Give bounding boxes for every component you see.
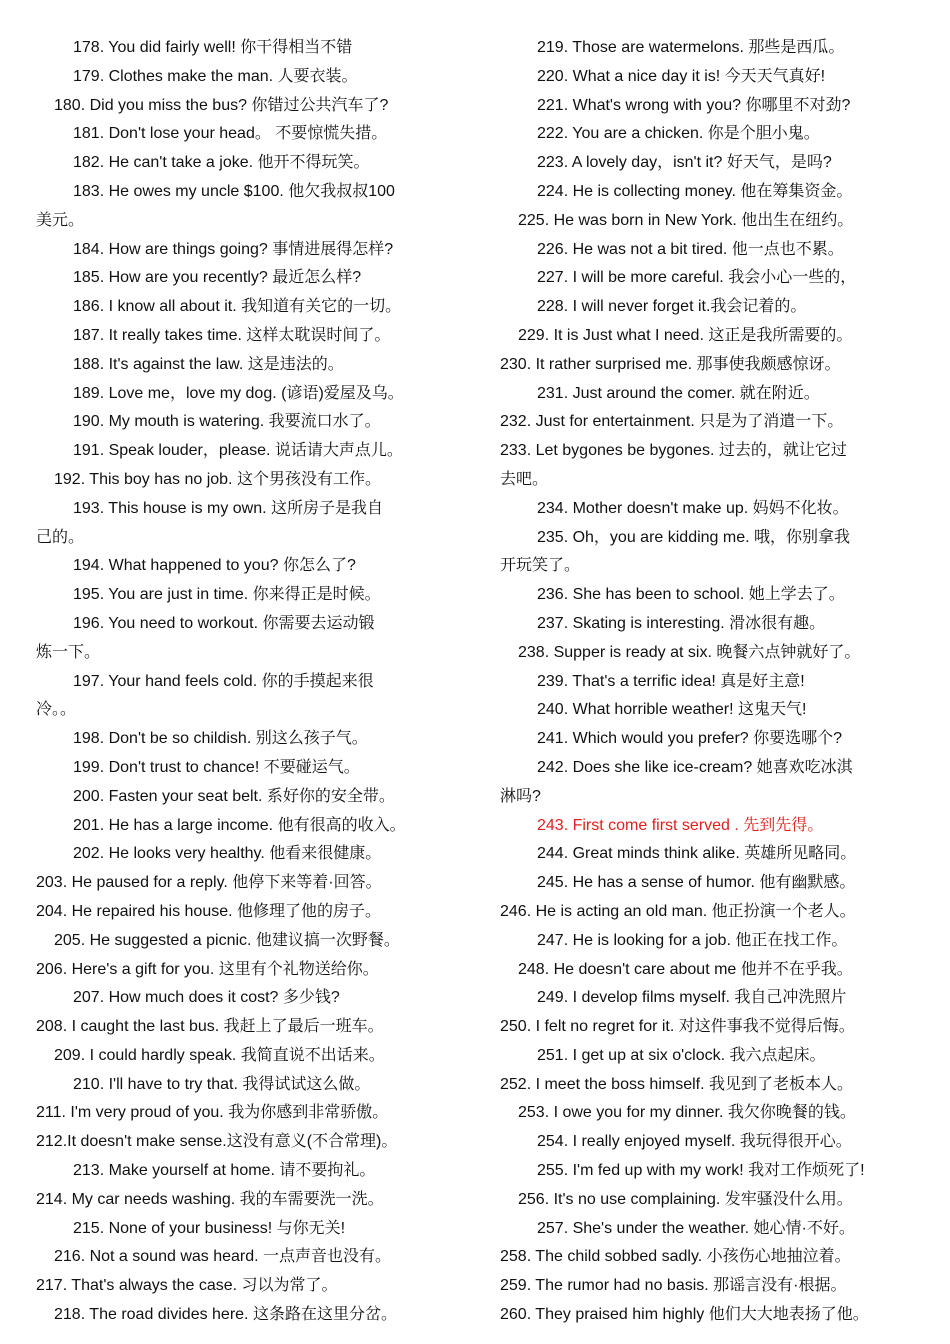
phrase-line: 203. He paused for a reply. 他停下来等着·回答。 — [36, 874, 382, 892]
phrase-line: 231. Just around the comer. 就在附近。 — [537, 384, 820, 402]
right-column — [500, 34, 910, 1330]
phrase-line: 253. I owe you for my dinner. 我欠你晚餐的钱。 — [518, 1104, 856, 1122]
phrase-line: 198. Don't be so childish. 别这么孩子气。 — [73, 730, 368, 748]
phrase-line: 188. It's against the law. 这是违法的。 — [73, 355, 344, 373]
phrase-line: 180. Did you miss the bus? 你错过公共汽车了? — [54, 96, 389, 114]
phrase-line: 196. You need to workout. 你需要去运动锻 — [73, 614, 375, 632]
phrase-line: 244. Great minds think alike. 英雄所见略同。 — [537, 845, 857, 863]
phrase-line: 190. My mouth is watering. 我要流口水了。 — [73, 413, 381, 431]
phrase-line: 去吧。 — [500, 470, 549, 488]
phrase-line: 226. He was not a bit tired. 他一点也不累。 — [537, 240, 844, 258]
phrase-line: 234. Mother doesn't make up. 妈妈不化妆。 — [537, 499, 849, 517]
phrase-line: 186. I know all about it. 我知道有关它的一切。 — [73, 298, 402, 316]
phrase-line: 206. Here's a gift for you. 这里有个礼物送给你。 — [36, 960, 379, 978]
phrase-line: 258. The child sobbed sadly. 小孩伤心地抽泣着。 — [500, 1248, 851, 1266]
phrase-line: 249. I develop films myself. 我自己冲洗照片 — [537, 989, 847, 1007]
phrase-line: 189. Love me，love my dog. (谚语)爱屋及乌。 — [73, 384, 404, 402]
phrase-line: 淋吗? — [500, 787, 541, 805]
phrase-line: 194. What happened to you? 你怎么了? — [73, 557, 356, 575]
phrase-line: 181. Don't lose your head。 不要惊慌失措。 — [73, 125, 388, 143]
phrase-line: 227. I will be more careful. 我会小心一些的， — [537, 269, 857, 287]
phrase-line: 209. I could hardly speak. 我简直说不出话来。 — [54, 1046, 385, 1064]
phrase-line: 197. Your hand feels cold. 你的手摸起来很 — [73, 672, 374, 690]
phrase-line: 240. What horrible weather! 这鬼天气! — [537, 701, 807, 719]
phrase-line: 256. It's no use complaining. 发牢骚没什么用。 — [518, 1190, 853, 1208]
phrase-line: 242. Does she like ice-cream? 她喜欢吃冰淇 — [537, 758, 853, 776]
phrase-line: 228. I will never forget it.我会记着的。 — [537, 298, 807, 316]
phrase-line: 246. He is acting an old man. 他正扮演一个老人。 — [500, 902, 856, 920]
phrase-line: 200. Fasten your seat belt. 系好你的安全带。 — [73, 787, 395, 805]
phrase-line: 美元。 — [36, 211, 85, 229]
phrase-line: 182. He can't take a joke. 他开不得玩笑。 — [73, 154, 370, 172]
phrase-line: 245. He has a sense of humor. 他有幽默感。 — [537, 874, 856, 892]
phrase-line: 250. I felt no regret for it. 对这件事我不觉得后悔。 — [500, 1018, 855, 1036]
phrase-line: 260. They praised him highly 他们大大地表扬了他。 — [500, 1306, 869, 1324]
phrase-line: 257. She's under the weather. 她心情·不好。 — [537, 1219, 855, 1237]
phrase-line: 238. Supper is ready at six. 晚餐六点钟就好了。 — [518, 643, 861, 661]
phrase-line: 232. Just for entertainment. 只是为了消遣一下。 — [500, 413, 844, 431]
phrase-line: 215. None of your business! 与你无关! — [73, 1219, 346, 1237]
phrase-line: 179. Clothes make the man. 人要衣装。 — [73, 67, 358, 85]
phrase-line: 191. Speak louder，please. 说话请大声点儿。 — [73, 442, 403, 460]
phrase-line: 205. He suggested a picnic. 他建议搞一次野餐。 — [54, 931, 400, 949]
phrase-line: 230. It rather surprised me. 那事使我颇感惊讶。 — [500, 355, 841, 373]
phrase-line: 222. You are a chicken. 你是个胆小鬼。 — [537, 125, 820, 143]
phrase-line: 212.It doesn't make sense.这没有意义(不合常理)。 — [36, 1133, 398, 1151]
phrase-line: 223. A lovely day，isn't it? 好天气，是吗? — [537, 154, 832, 172]
phrase-line: 214. My car needs washing. 我的车需要洗一洗。 — [36, 1190, 384, 1208]
phrase-line: 185. How are you recently? 最近怎么样? — [73, 269, 362, 287]
phrase-line: 252. I meet the boss himself. 我见到了老板本人。 — [500, 1075, 853, 1093]
phrase-line: 炼一下。 — [36, 643, 101, 661]
phrase-line: 199. Don't trust to chance! 不要碰运气。 — [73, 758, 360, 776]
phrase-line: 183. He owes my uncle $100. 他欠我叔叔100 — [73, 182, 395, 200]
phrase-line: 235. Oh，you are kidding me. 哦，你别拿我 — [537, 528, 851, 546]
phrase-line: 213. Make yourself at home. 请不要拘礼。 — [73, 1162, 376, 1180]
phrase-line: 192. This boy has no job. 这个男孩没有工作。 — [54, 470, 381, 488]
phrase-line: 233. Let bygones be bygones. 过去的，就让它过 — [500, 442, 847, 460]
phrase-line: 229. It is Just what I need. 这正是我所需要的。 — [518, 326, 853, 344]
phrase-line: 冷。。 — [36, 701, 77, 719]
phrase-line: 204. He repaired his house. 他修理了他的房子。 — [36, 902, 382, 920]
phrase-line: 187. It really takes time. 这样太耽误时间了。 — [73, 326, 391, 344]
phrase-line: 178. You did fairly well! 你干得相当不错 — [73, 39, 353, 56]
phrase-line: 251. I get up at six o'clock. 我六点起床。 — [537, 1046, 826, 1064]
phrase-line: 己的。 — [36, 528, 85, 546]
phrase-line: 237. Skating is interesting. 滑冰很有趣。 — [537, 614, 826, 632]
phrase-line: 259. The rumor had no basis. 那谣言没有·根据。 — [500, 1277, 847, 1295]
phrase-line: 开玩笑了。 — [500, 557, 581, 575]
phrase-line: 239. That's a terrific idea! 真是好主意! — [537, 672, 805, 690]
phrase-line: 225. He was born in New York. 他出生在纽约。 — [518, 211, 854, 229]
phrase-line: 211. I'm very proud of you. 我为你感到非常骄傲。 — [36, 1104, 389, 1122]
phrase-line: 219. Those are watermelons. 那些是西瓜。 — [537, 39, 845, 56]
phrase-line: 254. I really enjoyed myself. 我玩得很开心。 — [537, 1133, 852, 1151]
phrase-line: 247. He is looking for a job. 他正在找工作。 — [537, 931, 848, 949]
phrase-line: 184. How are things going? 事情进展得怎样? — [73, 240, 394, 258]
phrase-line: 218. The road divides here. 这条路在这里分岔。 — [54, 1306, 397, 1324]
phrase-line: 220. What a nice day it is! 今天天气真好! — [537, 67, 826, 85]
phrase-line: 210. I'll have to try that. 我得试试这么做。 — [73, 1075, 371, 1093]
phrase-line: 202. He looks very healthy. 他看来很健康。 — [73, 845, 382, 863]
left-column — [36, 34, 446, 1330]
phrase-line: 193. This house is my own. 这所房子是我自 — [73, 499, 384, 517]
phrase-line: 236. She has been to school. 她上学去了。 — [537, 586, 845, 604]
phrase-line: 221. What's wrong with you? 你哪里不对劲? — [537, 96, 851, 114]
phrase-line: 208. I caught the last bus. 我赶上了最后一班车。 — [36, 1018, 384, 1036]
phrase-line: 248. He doesn't care about me 他并不在乎我。 — [518, 960, 853, 978]
phrase-line: 255. I'm fed up with my work! 我对工作烦死了! — [537, 1162, 865, 1180]
phrase-line: 243. First come first served . 先到先得。 — [537, 816, 824, 834]
phrase-line: 217. That's always the case. 习以为常了。 — [36, 1277, 338, 1295]
phrase-line: 201. He has a large income. 他有很高的收入。 — [73, 816, 406, 834]
phrase-line: 241. Which would you prefer? 你要选哪个? — [537, 730, 843, 748]
phrase-line: 224. He is collecting money. 他在筹集资金。 — [537, 182, 853, 200]
phrase-line: 216. Not a sound was heard. 一点声音也没有。 — [54, 1248, 392, 1266]
phrase-line: 207. How much does it cost? 多少钱? — [73, 989, 340, 1007]
phrase-line: 195. You are just in time. 你来得正是时候。 — [73, 586, 381, 604]
